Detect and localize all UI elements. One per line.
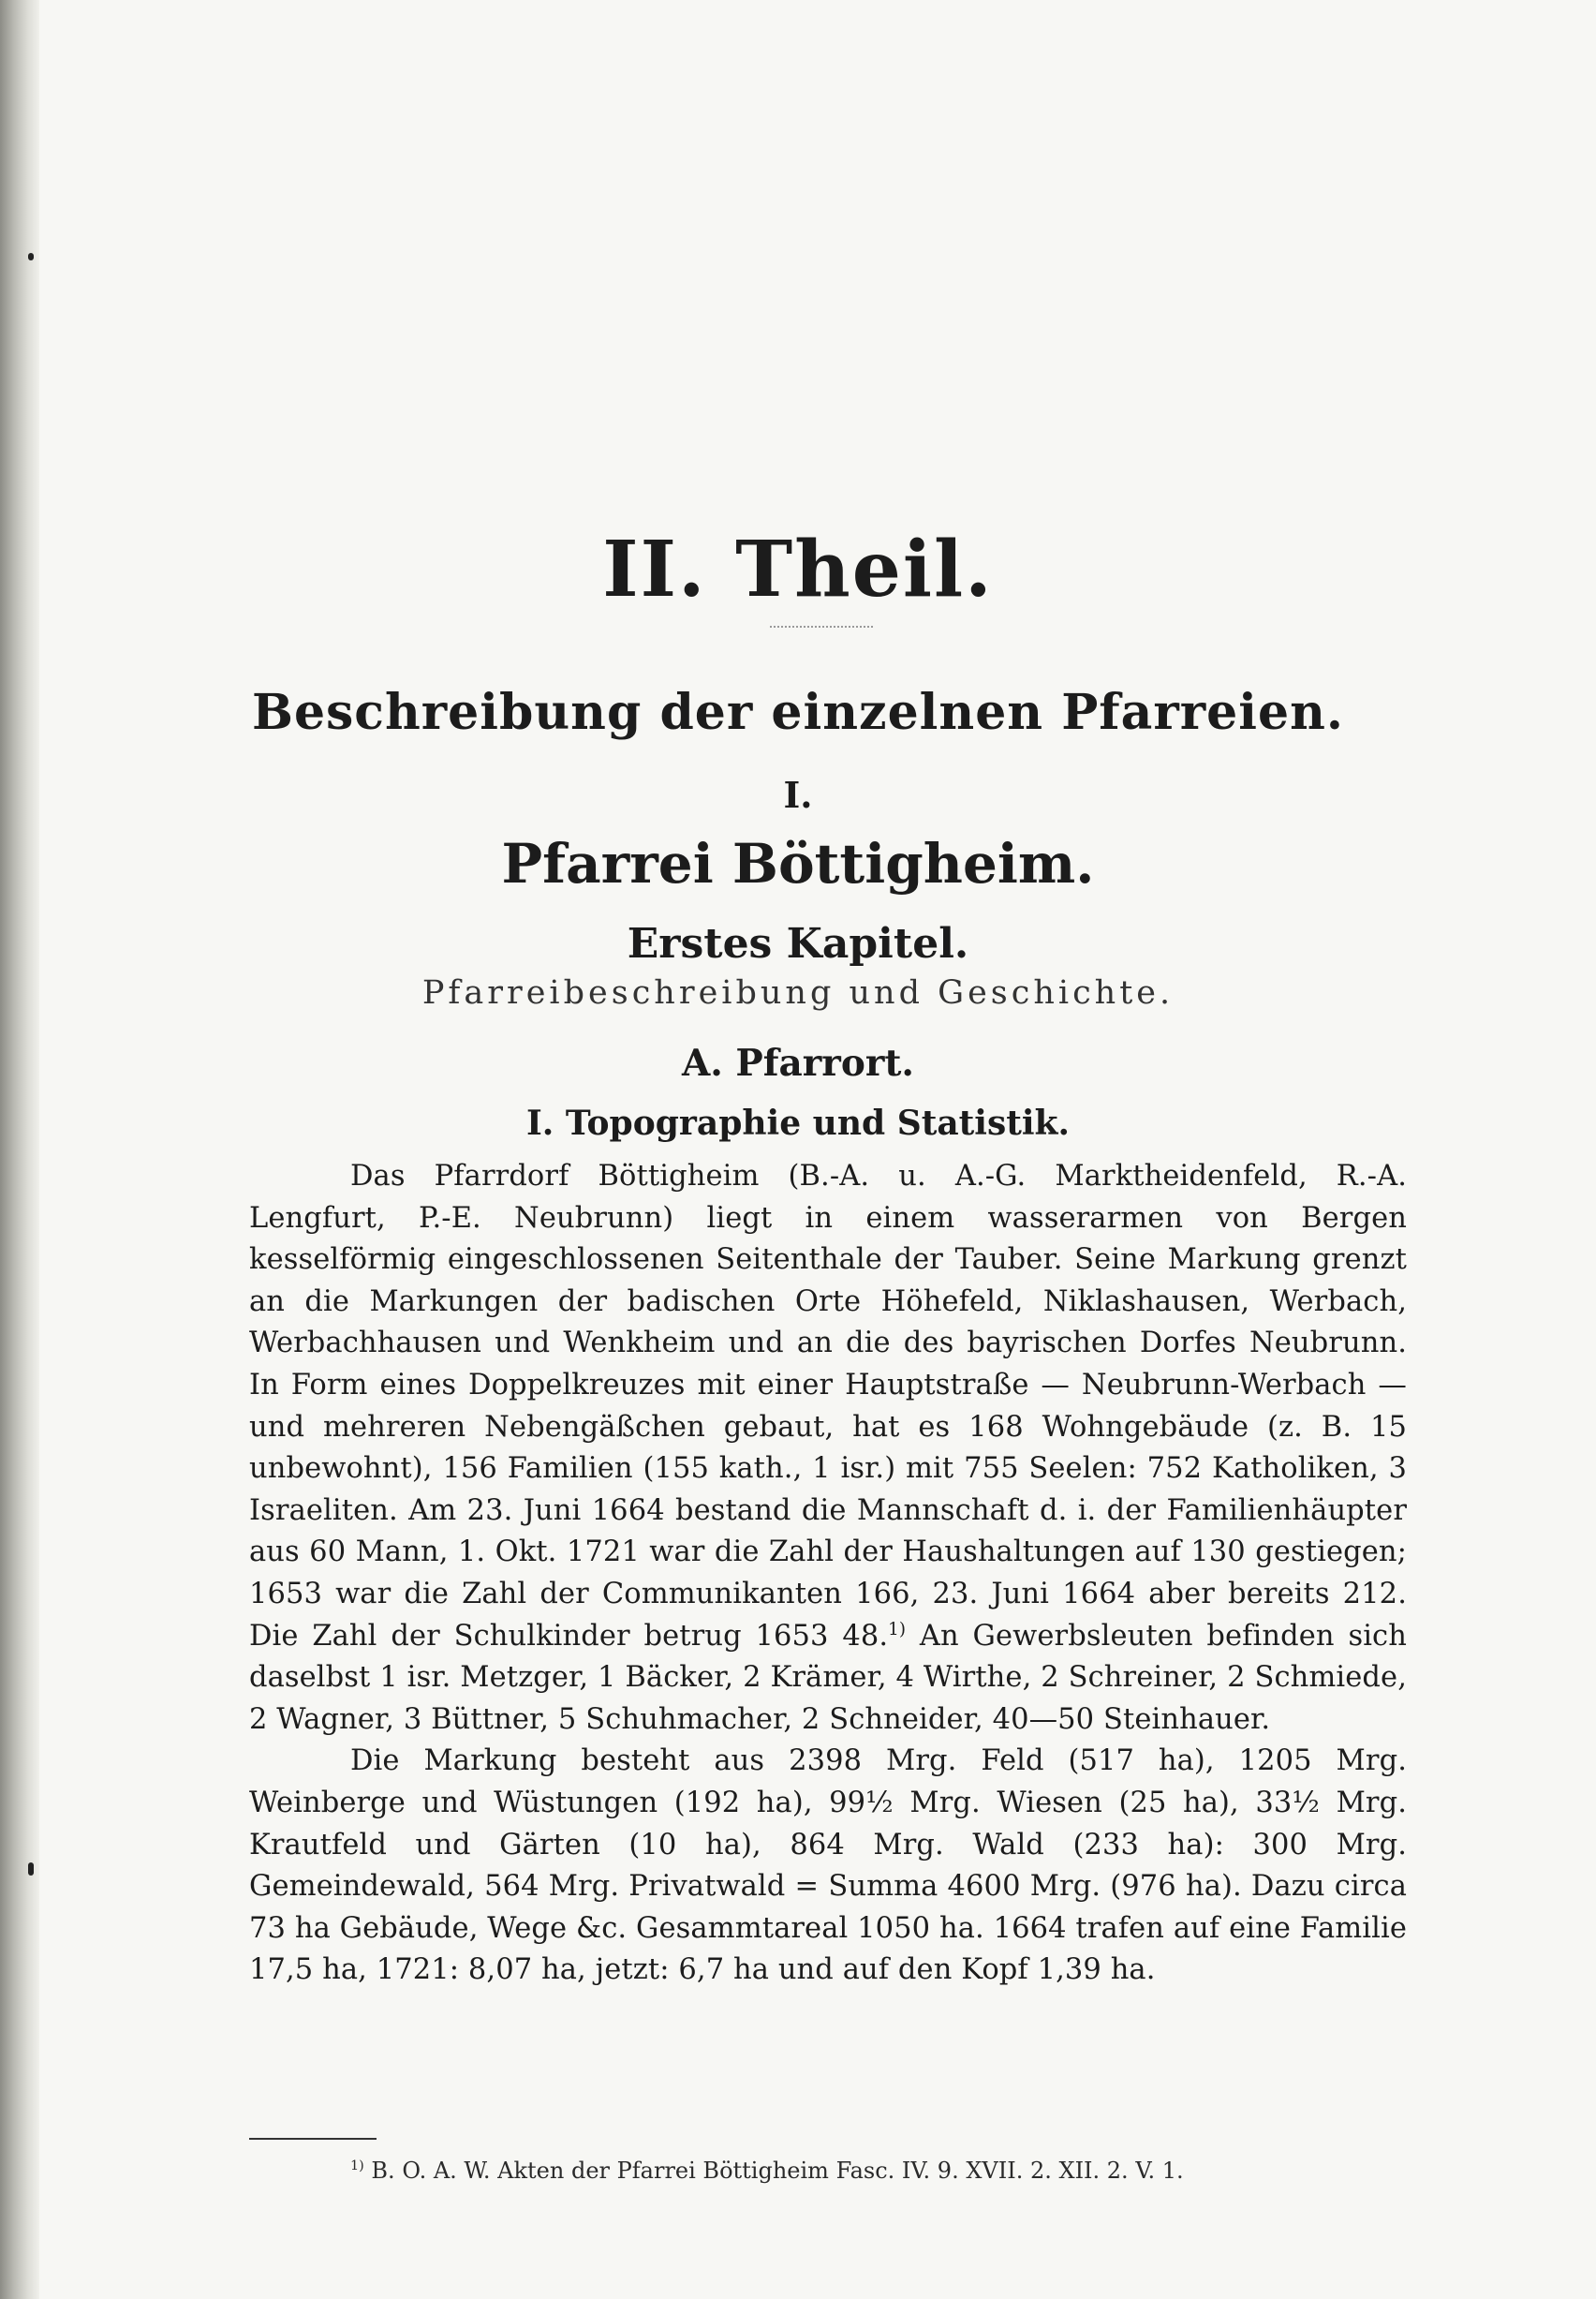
chapter-title: Erstes Kapitel.: [627, 920, 969, 968]
footnote-reference: 1): [888, 1619, 907, 1639]
chapter-subtitle: Pfarreibeschreibung und Geschichte.: [421, 974, 1175, 1012]
section-title: Beschreibung der einzelnen Pfarreien.: [252, 684, 1344, 741]
footnote: [249, 2153, 1407, 2188]
paragraph-land-area: Die Markung besteht aus 2398 Mrg. Feld (517 ha), 1205 Mrg. Weinberge und Wüstungen (192 ha), 99½ Mrg. Wiesen (25 ha), 33½ Mrg. Krautfeld und Gärten (10 ha), 864 Mrg. Wald (233 ha): 300 Mrg. Gemeindewald, 564 Mrg. Privatwald = Summa 4600 Mrg. (976 ha). Dazu circa 73 ha Gebäude, Wege &c. Gesammtareal 1050 ha. 1664 trafen auf eine Familie 17,5 ha, 1721: 8,07 ha, jetzt: 6,7 ha und auf den Kopf 1,39 ha.: [249, 1744, 1407, 1987]
parish-title: Pfarrei Böttigheim.: [501, 832, 1095, 896]
paragraph-1-tail: An Gewerbsleuten befinden sich daselbst 1 isr. Metzger, 1 Bäcker, 2 Krämer, 4 Wirthe, 2 Schreiner, 2 Schmiede, 2 Wagner, 3 Büttner, 5 Schuhmacher, 2 Schneider, 40—50 Steinhauer.: [249, 1619, 1407, 1736]
part-title: II. Theil.: [602, 525, 994, 615]
subsection-a-heading: A. Pfarrort.: [681, 1042, 915, 1085]
subsection-i-heading: I. Topographie und Statistik.: [525, 1104, 1071, 1143]
footnote-marker: 1): [350, 2158, 364, 2173]
footnote-text: B. O. A. W. Akten der Pfarrei Böttigheim Fasc. IV. 9. XVII. 2. XII. 2. V. 1.: [371, 2158, 1184, 2184]
footnote-rule: [249, 2138, 377, 2140]
paragraph-topography: [249, 1156, 1407, 1741]
body-text: [249, 1156, 1407, 1992]
section-number: I.: [783, 774, 813, 816]
paragraph-1-text: Das Pfarrdorf Böttigheim (B.-A. u. A.-G. Marktheidenfeld, R.-A. Lengfurt, P.-E. Neubrunn) liegt in einem wasserarmen von Bergen kesselförmig eingeschlossenen Seitenthale der Tauber. Seine Markung grenzt an die Markungen der badischen Orte Höhefeld, Niklashausen, Werbach, Werbachhausen und Wenkheim und an die des bayrischen Dorfes Neubrunn. In Form eines Doppelkreuzes mit einer Hauptstraße — Neubrunn-Werbach — und mehreren Nebengäßchen gebaut, hat es 168 Wohngebäude (z. B. 15 unbewohnt), 156 Familien (155 kath., 1 isr.) mit 755 Seelen: 752 Katholiken, 3 Israeliten. Am 23. Juni 1664 bestand die Mannschaft d. i. der Familienhäupter aus 60 Mann, 1. Okt. 1721 war die Zahl der Haushaltungen auf 130 gestiegen; 1653 war die Zahl der Communikanten 166, 23. Juni 1664 aber bereits 212. Die Zahl der Schulkinder betrug 1653 48.: [249, 1160, 1407, 1653]
title-ornament: [770, 626, 873, 631]
